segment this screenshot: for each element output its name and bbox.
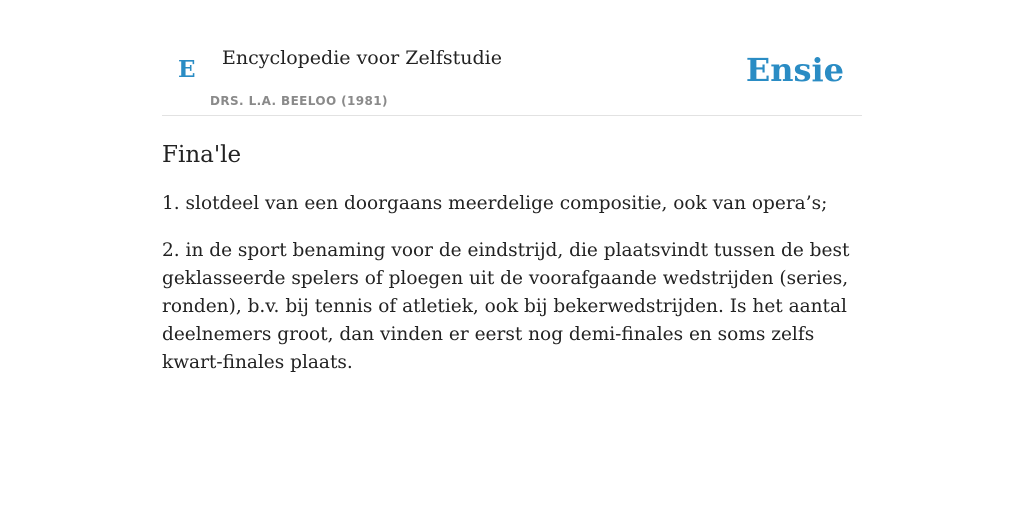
brand-logo-link[interactable]: Ensie — [745, 51, 844, 89]
definition-item: 2. in de sport benaming voor de eindstrijd, die plaatsvindt tussen de best geklasseerde spelers of ploegen uit de voorafgaande wedstrijden (series, ronden), b.v. bij tennis of atletiek, ook bij bekerwedstrijden. Is het aantal deelnemers groot, dan vinden er eerst nog demi-finales en soms zelfs kwart-finales plaats. — [162, 240, 850, 373]
definition-item: 1. slotdeel van een doorgaans meerdelige compositie, ook van opera’s; — [162, 193, 828, 214]
source-author: DRS. L.A. BEELOO (1981) — [210, 94, 388, 108]
entry-title: Fina'le — [162, 142, 242, 168]
source-title[interactable]: Encyclopedie voor Zelfstudie — [222, 47, 502, 69]
entry-body — [162, 116, 862, 377]
source-logo[interactable]: E — [178, 56, 196, 83]
source-header — [162, 0, 862, 116]
page-content — [162, 0, 862, 377]
